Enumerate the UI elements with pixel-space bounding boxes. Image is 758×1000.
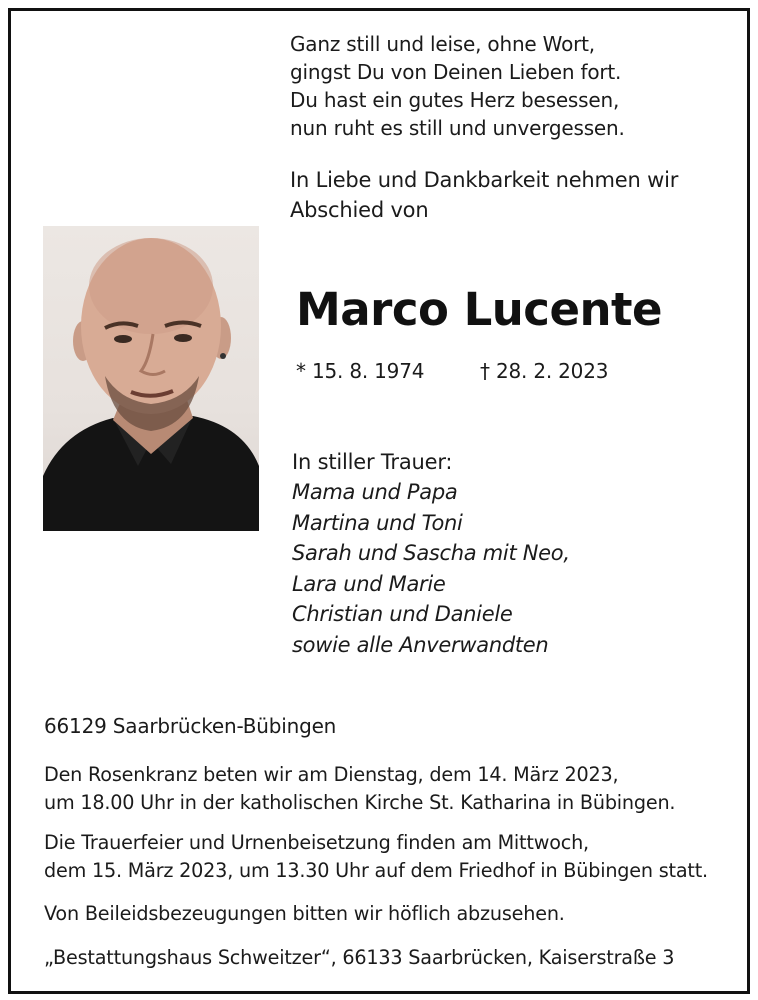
mourner-line: Mama und Papa — [292, 480, 458, 504]
mourner-line: Lara und Marie — [292, 571, 446, 596]
funeral-notice — [44, 829, 708, 885]
mourner-line: Christian und Daniele — [292, 602, 513, 626]
condolences-note: Von Beileidsbezeugungen bitten wir höflich abzusehen. — [44, 902, 565, 925]
mourners-list — [292, 477, 570, 660]
portrait-photo — [43, 226, 259, 531]
intro-line: In Liebe und Dankbarkeit nehmen wir — [290, 168, 679, 192]
funeral-line: dem 15. März 2023, um 13.30 Uhr auf dem Friedhof in Bübingen statt. — [44, 859, 708, 882]
rosary-line: um 18.00 Uhr in der katholischen Kirche St. Katharina in Bübingen. — [44, 791, 676, 814]
mourning-heading: In stiller Trauer: — [292, 450, 453, 474]
poem-line: Ganz still und leise, ohne Wort, — [290, 32, 595, 56]
birth-date: * 15. 8. 1974 — [296, 359, 425, 383]
place: 66129 Saarbrücken-Bübingen — [44, 714, 337, 738]
rosary-notice — [44, 761, 675, 817]
rosary-line: Den Rosenkranz beten wir am Dienstag, dem 14. März 2023, — [44, 763, 619, 786]
mourner-line: sowie alle Anverwandten — [292, 632, 549, 657]
mourner-line: Martina und Toni — [292, 510, 463, 535]
deceased-name: Marco Lucente — [296, 283, 663, 336]
poem-line: Du hast ein gutes Herz besessen, — [290, 88, 620, 112]
undertaker-info: „Bestattungshaus Schweitzer“, 66133 Saarbrücken, Kaiserstraße 3 — [44, 946, 675, 969]
intro-line: Abschied von — [290, 198, 429, 222]
death-date: † 28. 2. 2023 — [480, 359, 609, 383]
poem — [290, 30, 625, 142]
intro-text — [290, 165, 678, 225]
poem-line: gingst Du von Deinen Lieben fort. — [290, 60, 622, 84]
mourner-line: Sarah und Sascha mit Neo, — [292, 541, 570, 565]
poem-line: nun ruht es still und unvergessen. — [290, 116, 625, 140]
funeral-line: Die Trauerfeier und Urnenbeisetzung finden am Mittwoch, — [44, 831, 589, 854]
